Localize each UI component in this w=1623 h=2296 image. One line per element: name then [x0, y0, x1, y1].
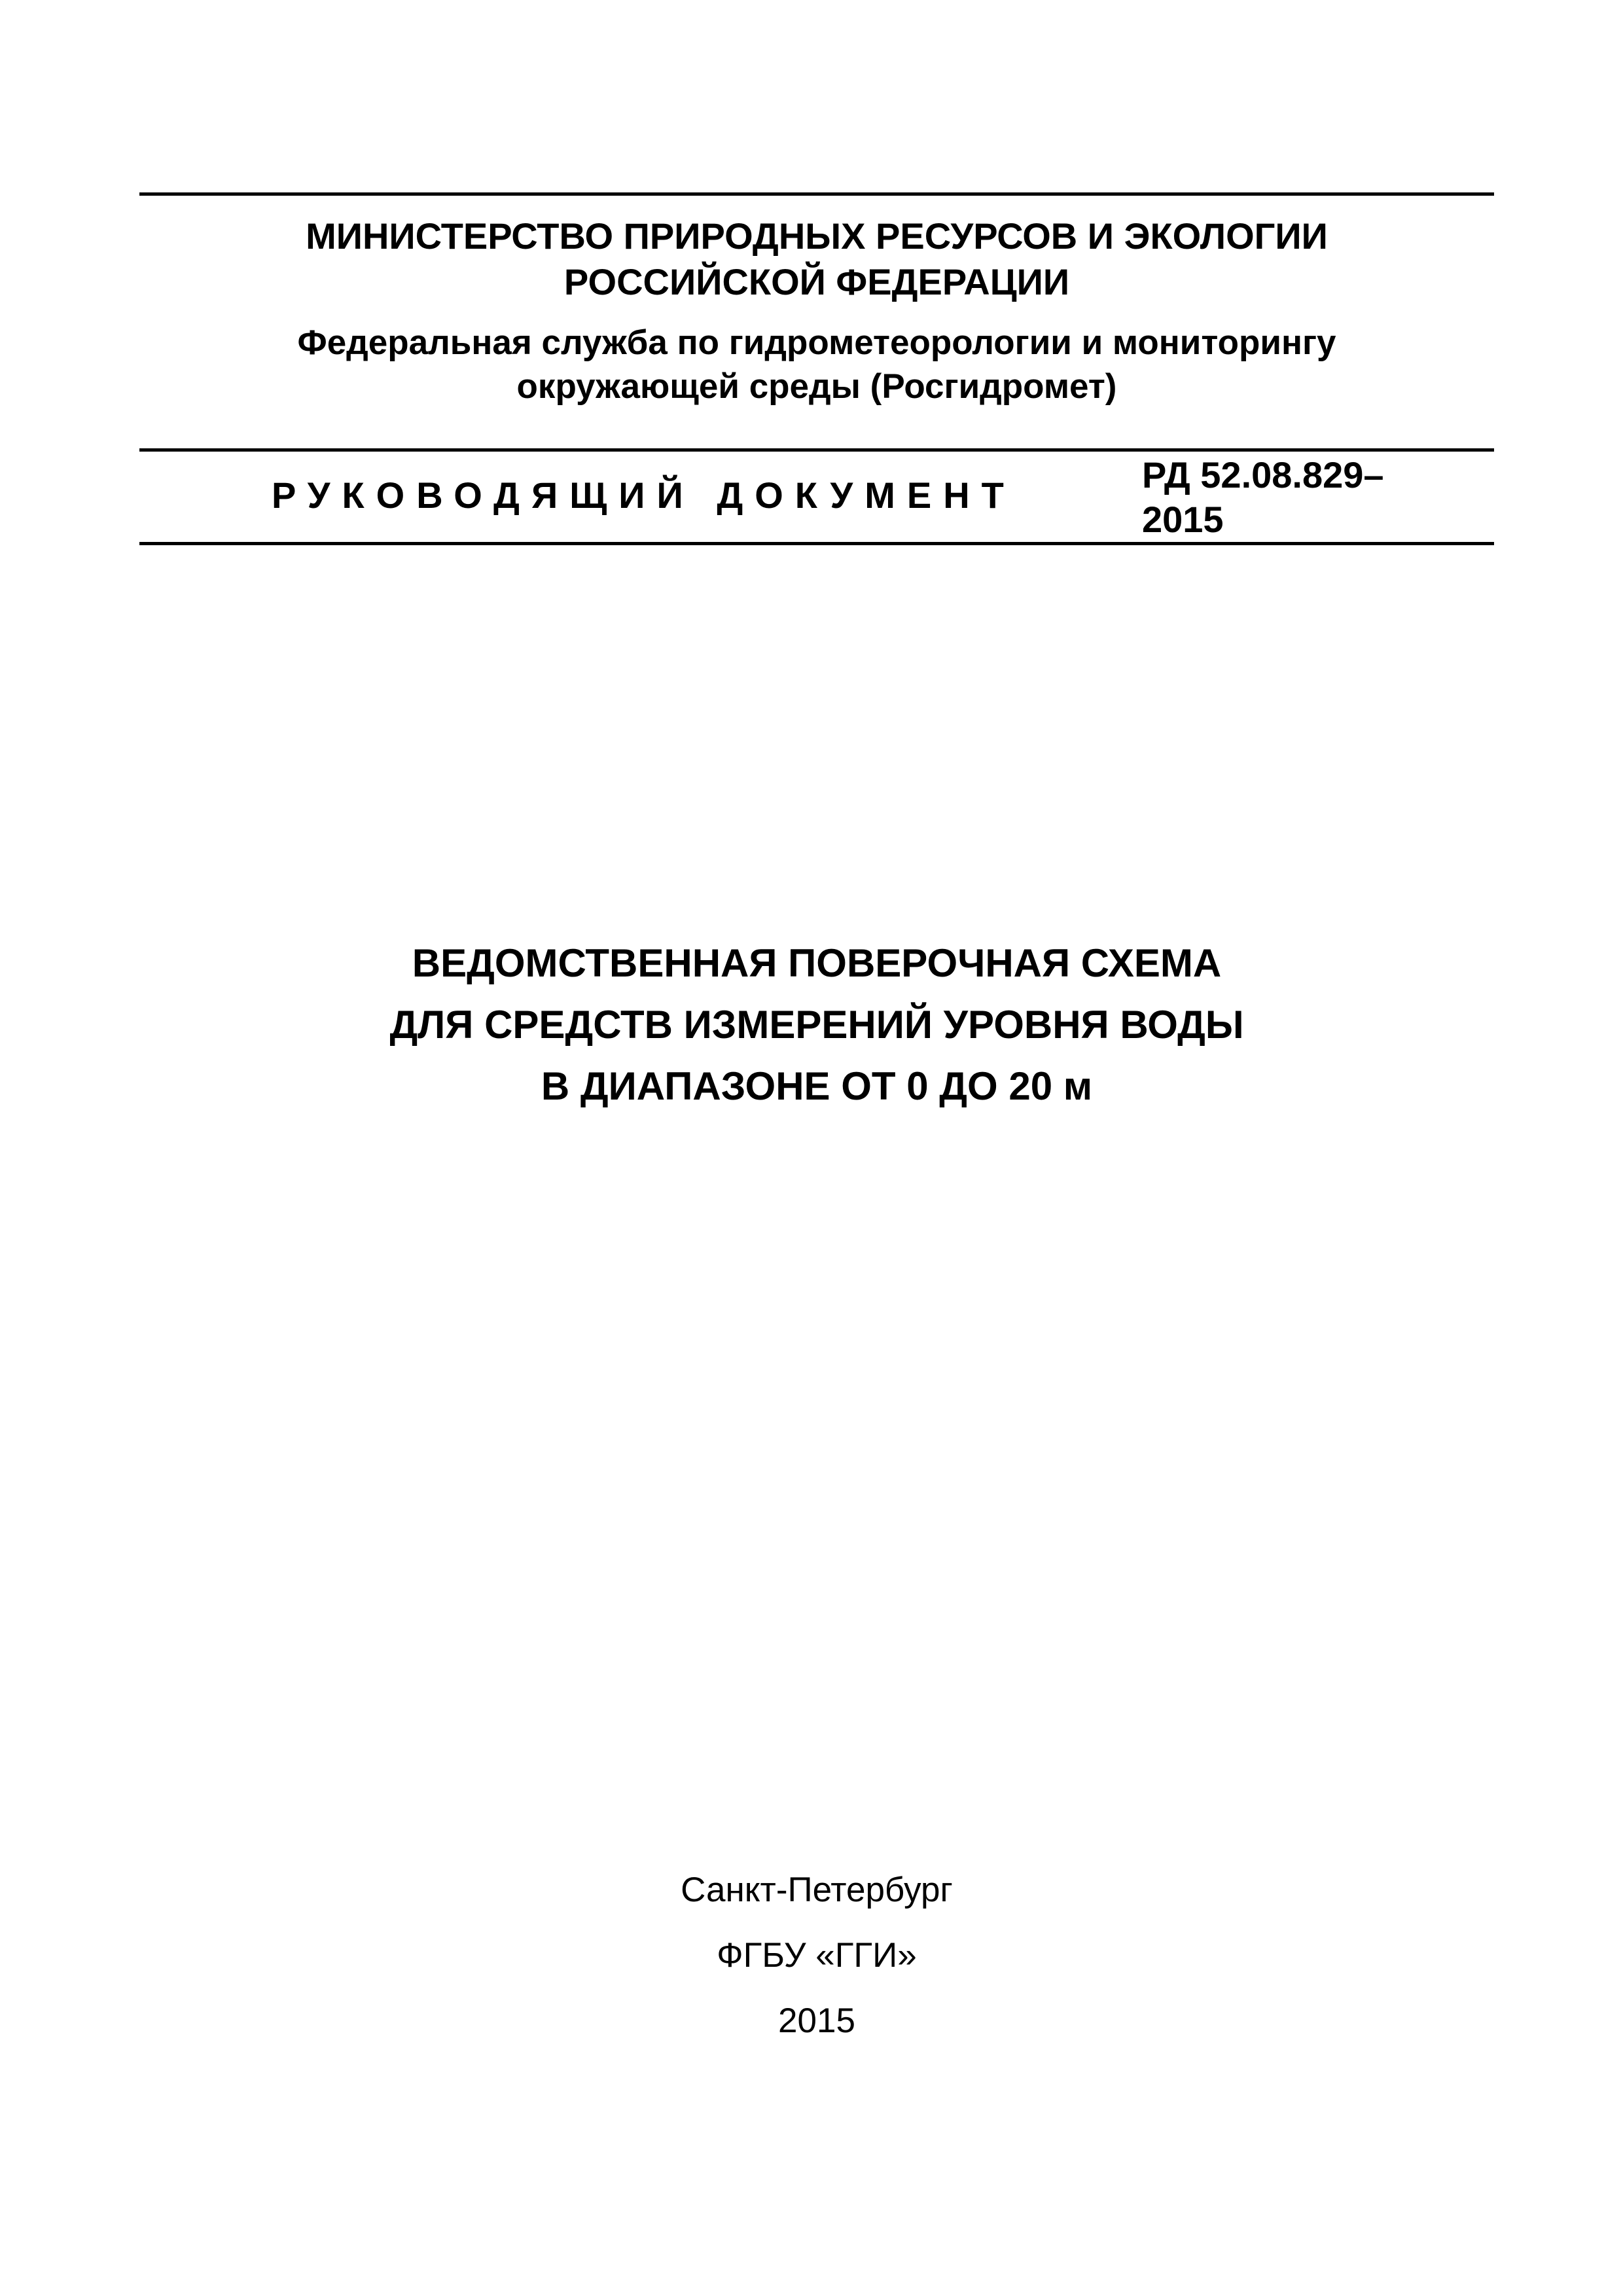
document-title — [139, 933, 1494, 1117]
title-line-2: ДЛЯ СРЕДСТВ ИЗМЕРЕНИЙ УРОВНЯ ВОДЫ — [389, 1003, 1244, 1047]
agency-line-2: окружающей среды (Росгидромет) — [516, 367, 1117, 406]
document-number-line-2: 2015 — [1142, 499, 1224, 540]
bottom-rule — [139, 542, 1494, 545]
middle-rule — [139, 448, 1494, 452]
top-rule — [139, 192, 1494, 196]
agency-line-1: Федеральная служба по гидрометеорологии и мониторингу — [297, 323, 1336, 362]
document-type-label: РУКОВОДЯЩИЙ ДОКУМЕНТ — [272, 475, 1016, 516]
ministry-line-1: МИНИСТЕРСТВО ПРИРОДНЫХ РЕСУРСОВ И ЭКОЛОГИИ — [306, 215, 1328, 257]
imprint-year: 2015 — [778, 2001, 855, 2040]
document-number — [1142, 453, 1384, 542]
imprint-publisher: ФГБУ «ГГИ» — [717, 1936, 917, 1975]
document-number-line-1: РД 52.08.829– — [1142, 454, 1384, 495]
ministry-name — [139, 213, 1494, 305]
agency-name — [139, 321, 1494, 408]
title-line-1: ВЕДОМСТВЕННАЯ ПОВЕРОЧНАЯ СХЕМА — [412, 941, 1222, 985]
imprint-city: Санкт-Петербург — [681, 1871, 953, 1909]
title-line-3: В ДИАПАЗОНЕ ОТ 0 ДО 20 м — [541, 1064, 1093, 1108]
ministry-line-2: РОССИЙСКОЙ ФЕДЕРАЦИИ — [563, 261, 1070, 302]
imprint — [139, 1857, 1494, 2054]
